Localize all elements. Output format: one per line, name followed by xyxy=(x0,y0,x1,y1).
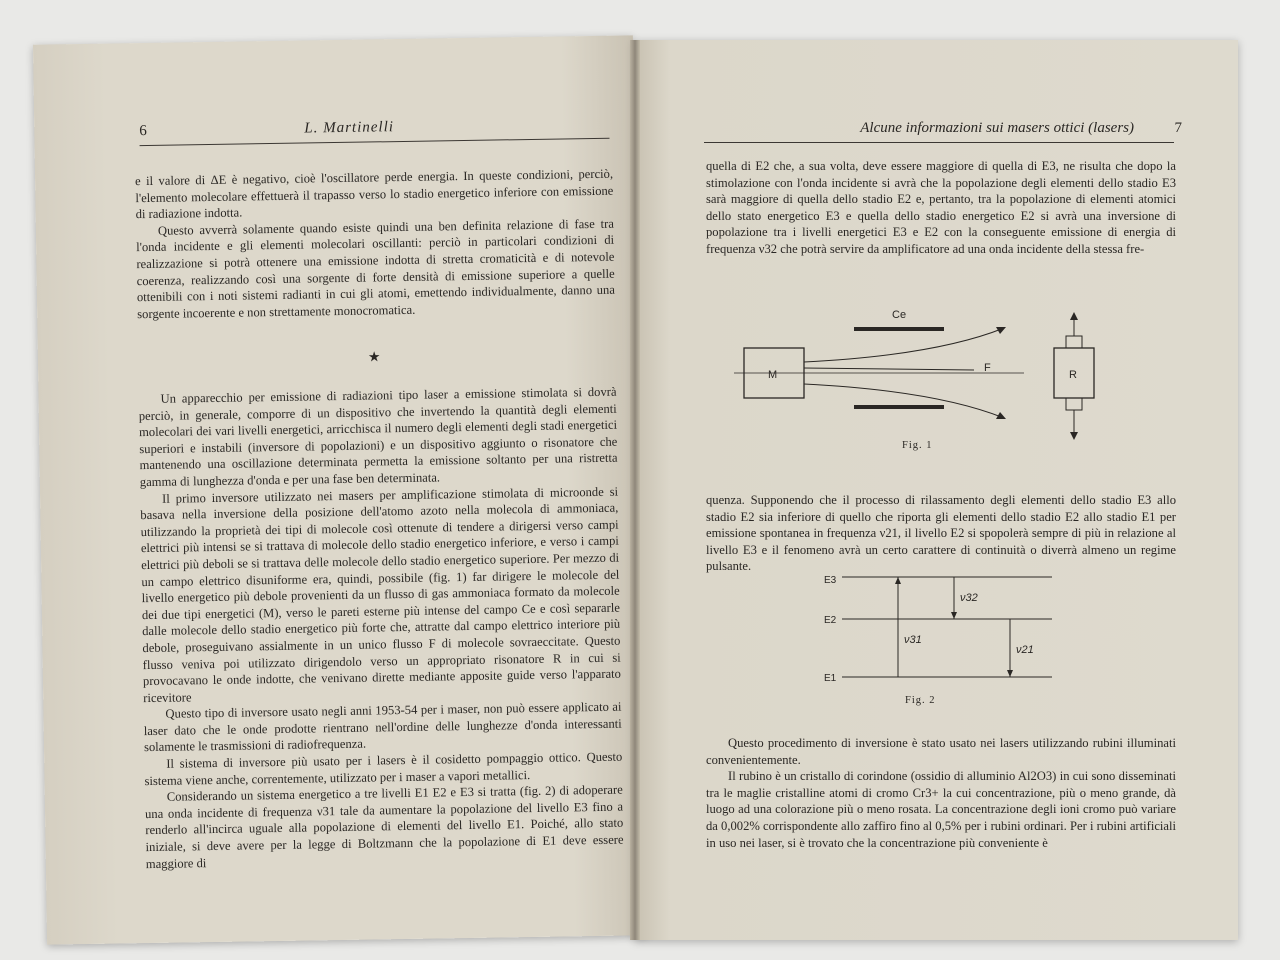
right-running-head xyxy=(704,120,1182,143)
label-v21: ν21 xyxy=(1016,644,1034,656)
label-m: M xyxy=(768,369,778,381)
arrow-r-up xyxy=(1070,312,1078,320)
section-separator-star: ★ xyxy=(367,350,381,366)
right-para-4: Il rubino è un cristallo di corindone (ossidio di alluminio Al2O3) in cui sono disseminati tra le maglie cristalline atomi di cromo Cr3+ la cui concentrazione, più o meno grande, dà luogo ad una colorazione più o meno rosata. La concentrazione degli ioni cromo può variare da 0,002% corrispondente allo zaffiro fino al 0,5% per i rubini ordinari. Per i rubini artificiali in uso nei laser, si è trovato che la concentrazione più conveniente è xyxy=(706,769,1176,850)
label-v32: ν32 xyxy=(960,592,978,604)
arrow-r-down xyxy=(1070,432,1078,440)
left-para-5: Questo tipo di inversore usato negli anni 1953-54 per i maser, non può essere applicato ai laser dato che le onde prodotte rientrano nell'ordine delle lunghezze d'onda interessanti solamente le trasmissioni di radiofrequenza. xyxy=(143,699,622,755)
left-para-6: Il sistema di inversore più usato per i lasers è il cosidetto pompaggio ottico. Questo sistema viene anche, correntemente, utilizzato per i maser a vapori metallici. xyxy=(144,749,623,788)
beam-straight xyxy=(804,368,974,370)
left-running-head xyxy=(139,116,609,146)
label-v31: ν31 xyxy=(904,634,922,646)
figure-1-caption: Fig. 1 xyxy=(902,440,933,451)
left-text-main xyxy=(138,384,623,873)
book-gutter xyxy=(630,40,640,940)
right-para-2: quenza. Supponendo che il processo di rilassamento degli elementi dello stadio E3 allo stadio E2 sia inferiore di quello che riporta gli elementi dello stadio E2 allo stadio E1 per emissione spontanea in frequenza ν21, il livello E2 si spopolerà sempre di più in relazione al livello E3 e il fenomeno avrà un certo carattere di continuità o diverrà almeno un regime pulsante. xyxy=(706,493,1176,574)
author-name: L. Martinelli xyxy=(304,119,395,137)
beam-upper xyxy=(804,328,1004,362)
left-para-4: Il primo inversore utilizzato nei masers per amplificazione stimolata di microonde si basava nella inversione della posizione dell'atomo azoto nella molecola di ammoniaca, utilizzando la proprietà dei tipi di molecole così ottenute di tendere a dirigersi verso campi elettrici più intensi se si trattava di molecole dello stadio energetico inferiore, e verso i campi elettrici più deboli se si trattava delle molecole dello stadio energetico superiore. Per mezzo di un campo elettrico disuniforme era, quindi, possibile (fig. 1) far dirigere le molecole del livello energetico più debole provenienti da un flusso di gas ammoniaca formato da molecole dei due tipi energetici (M), verso le pareti esterne più intense del campo Ce e così separarle dalle molecole dello stadio energetico più forte che, attratte dal campo elettrico interiore più debole, proseguivano assialmente in un unico flusso F di molecole sovraeccitate. Questo flusso veniva poi utilizzato dirigendolo verso un appropriato risonatore R in cui si provocavano le onde indotte, che venivano dirette mediante apposite guide verso l'apparato ricevitore xyxy=(140,484,622,705)
label-f: F xyxy=(984,362,991,374)
label-e3: E3 xyxy=(824,575,837,586)
box-r-bottom xyxy=(1066,398,1082,410)
beam-lower xyxy=(804,384,1004,418)
label-e1: E1 xyxy=(824,673,837,684)
left-para-2: Questo avverrà solamente quando esiste quindi una ben definita relazione di fase tra l'onda incidente e gli elementi molecolari oscillanti: perciò in particolari condizioni di realizzazione si potrà ottenere una emissione indotta di stretta cromaticità e di notevole coerenza, realizzando così una sorgente di forte densità di emissione superiore a quelle ottenibili con i noti sistemi radianti in cui gli atomi, emettendo individualmente, danno una sorgente incoerente e non strettamente monocromatica. xyxy=(136,216,615,321)
right-para-3: Questo procedimento di inversione è stato usato nei lasers utilizzando rubini illuminati convenientemente. xyxy=(706,736,1176,767)
left-page xyxy=(33,35,647,944)
running-title: Alcune informazioni sui masers ottici (lasers) xyxy=(860,120,1134,136)
label-e2: E2 xyxy=(824,615,837,626)
right-page xyxy=(634,40,1238,940)
figure-2-energy-levels xyxy=(824,565,1054,690)
right-para-1: quella di E2 che, a sua volta, deve essere maggiore di quella di E3, ne risulta che dopo la stimolazione con l'onda incidente si avrà che la popolazione degli elementi dello stadio E3 sarà maggiore di quella dello stadio E2 e, pertanto, tra la popolazione di elementi atomici dello stato energetico E3 e quella dello stadio energetico E2 si avrà una inversione di popolazione tra i livelli energetici E3 e E2 con la conseguente emissione di energia di frequenza ν32 che potrà servire da amplificatore ad una onda incidente della stessa fre- xyxy=(706,159,1176,256)
left-para-3: Un apparecchio per emissione di radiazioni tipo laser a emissione stimolata si dovrà perciò, in generale, comporre di un dispositivo che invertendo la quantità degli elementi molecolari dei vari livelli energetici, arricchisca il numero degli elementi degli stadi energetici superiori e instabili (inversore di popolazioni) e un dispositivo aggiunto o risonatore che mantenendo una oscillazione determinata permetta la emissione soltanto per una ristretta gamma di lunghezza d'onda e per una fase ben determinata. xyxy=(138,384,618,490)
plate-top xyxy=(854,327,944,331)
box-r-top xyxy=(1066,336,1082,348)
right-text-top xyxy=(706,158,1176,258)
left-page-number: 6 xyxy=(139,122,147,140)
left-text-top xyxy=(135,166,615,323)
right-text-middle xyxy=(706,492,1176,575)
label-ce: Ce xyxy=(892,309,907,321)
figure-1-maser-diagram xyxy=(734,298,1114,448)
figure-2-caption: Fig. 2 xyxy=(905,695,936,706)
left-para-1: e il valore di ΔE è negativo, cioè l'oscillatore perde energia. In queste condizioni, perciò, l'elemento molecolare effettuerà il trapasso verso lo stadio energetico inferiore con emissione di radiazione indotta. xyxy=(135,166,614,222)
right-text-bottom xyxy=(706,735,1176,851)
right-page-number: 7 xyxy=(1174,120,1182,136)
plate-bottom xyxy=(854,405,944,409)
label-r: R xyxy=(1069,369,1077,381)
left-para-7: Considerando un sistema energetico a tre livelli E1 E2 e E3 si tratta (fig. 2) di adoperare una onda incidente di frequenza ν31 tale da aumentare la popolazione del livello E3 fino a renderlo all'incirca uguale alla popolazione di elementi del livello E1. Poiché, allo stato iniziale, si deve avere per la legge di Boltzmann che la popolazione di E1 deve essere maggiore di xyxy=(144,782,624,871)
